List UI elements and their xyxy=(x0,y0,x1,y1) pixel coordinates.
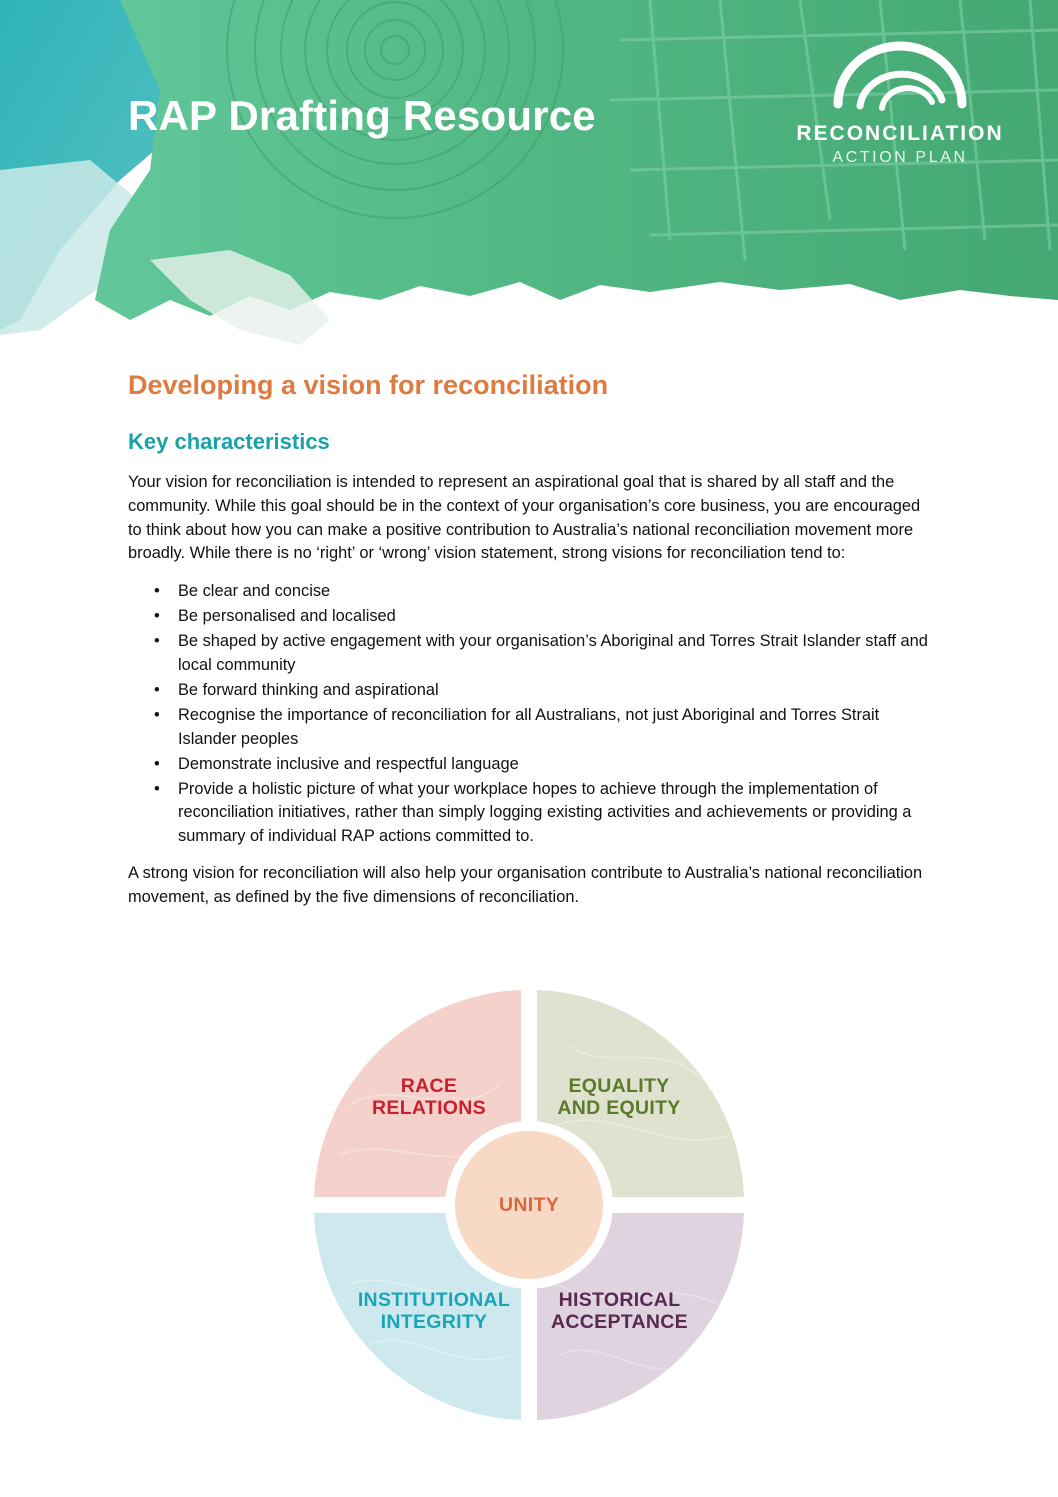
header-banner xyxy=(0,0,1058,360)
label-line: INTEGRITY xyxy=(380,1311,488,1333)
list-item: • Recognise the importance of reconciliation for all Australians, not just Aboriginal and Torres Strait Islander peoples xyxy=(178,704,938,752)
reconciliation-action-plan-logo xyxy=(790,40,1010,180)
list-item: • Demonstrate inclusive and respectful language xyxy=(178,753,938,777)
label-equality-and-equity xyxy=(539,1075,699,1119)
logo-wordmark: RECONCILIATION xyxy=(796,122,1004,145)
list-item: • Be forward thinking and aspirational xyxy=(178,679,938,703)
label-line: RACE xyxy=(400,1075,458,1097)
label-race-relations xyxy=(349,1075,509,1119)
section-title: Developing a vision for reconciliation xyxy=(128,370,609,400)
label-line: HISTORICAL xyxy=(558,1289,681,1311)
closing-paragraph: A strong vision for reconciliation will also help your organisation contribute to Australia’s national reconciliation movement, as defined by the five dimensions of reconciliation. xyxy=(128,864,923,906)
list-item: • Provide a holistic picture of what your workplace hopes to achieve through the implementation of reconciliation initiatives, rather than simply logging existing activities and achievements or providing a summary of individual RAP actions committed to. xyxy=(178,778,938,849)
list-item: • Be shaped by active engagement with your organisation’s Aboriginal and Torres Strait Islander staff and local community xyxy=(178,630,938,678)
characteristics-list xyxy=(128,580,938,849)
logo-subtitle: ACTION PLAN xyxy=(832,149,968,166)
label-institutional-integrity xyxy=(339,1289,529,1333)
rainbow-arcs-logo-icon xyxy=(830,40,970,112)
intro-paragraph: Your vision for reconciliation is intended to represent an aspirational goal that is shared by all staff and the community. While this goal should be in the context of your organisation’s core business, you are encouraged to think about how you can make a positive contribution to Australia’s national reconciliation movement more broadly. While there is no ‘right’ or ‘wrong’ vision statement, strong visions for reconciliation tend to: xyxy=(128,473,921,563)
main-content xyxy=(128,370,938,910)
label-historical-acceptance xyxy=(537,1289,702,1333)
five-dimensions-wheel xyxy=(309,985,749,1425)
label-line: EQUALITY xyxy=(568,1075,670,1097)
subheading-key-characteristics: Key characteristics xyxy=(128,429,330,454)
label-line: RELATIONS xyxy=(372,1097,486,1119)
document-title: RAP Drafting Resource xyxy=(128,92,596,139)
label-line: INSTITUTIONAL xyxy=(357,1289,511,1311)
label-line: ACCEPTANCE xyxy=(551,1311,688,1333)
label-unity: UNITY xyxy=(499,1194,559,1216)
list-item: • Be personalised and localised xyxy=(178,605,938,629)
label-line: AND EQUITY xyxy=(557,1097,681,1119)
list-item: • Be clear and concise xyxy=(178,580,938,604)
